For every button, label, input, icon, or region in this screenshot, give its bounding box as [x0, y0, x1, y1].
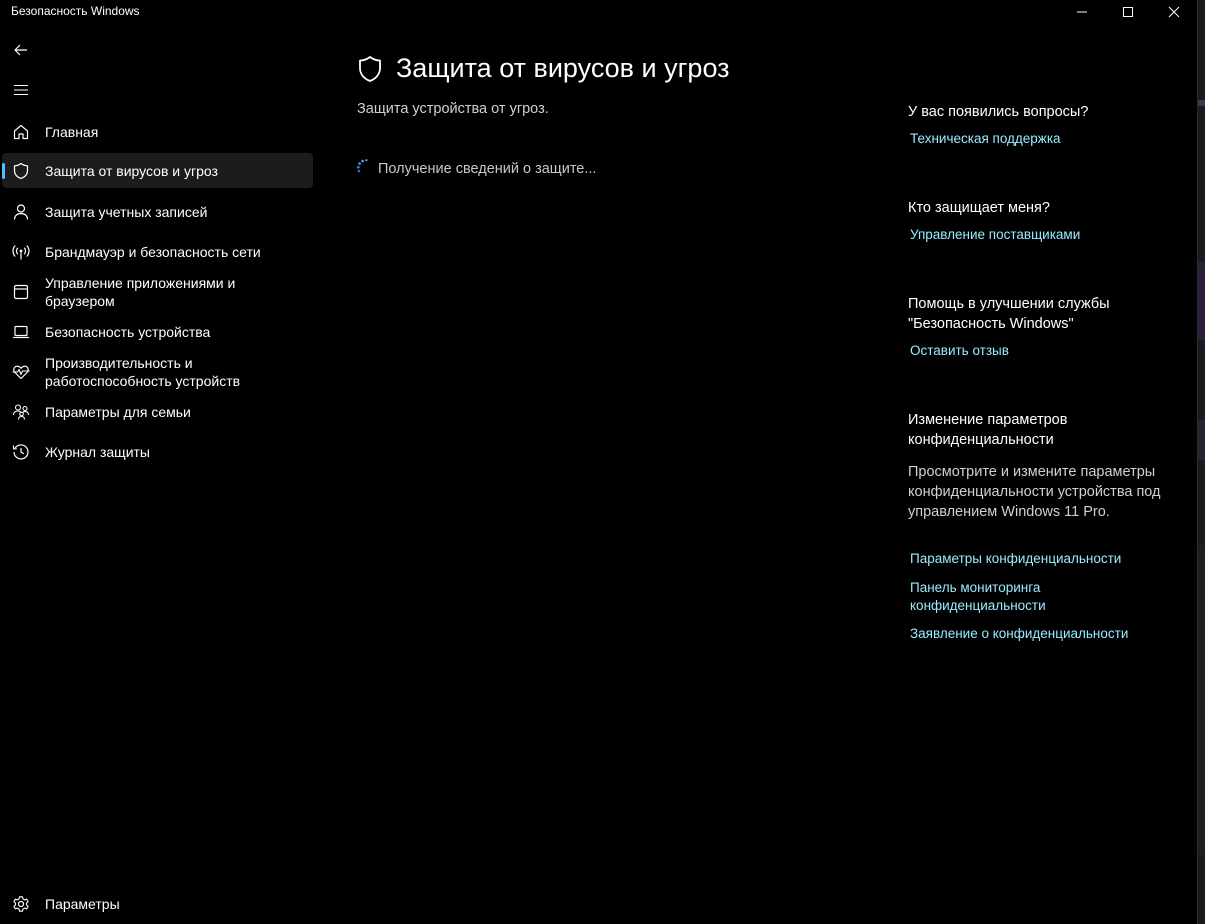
sidebar-item-label: Брандмауэр и безопасность сети — [45, 244, 261, 260]
close-button[interactable] — [1151, 0, 1197, 24]
history-icon — [12, 443, 30, 461]
sidebar-item-label: Производительность и работоспособность устройств — [45, 355, 241, 389]
app-window-icon — [12, 283, 30, 301]
sidebar-item-home[interactable] — [2, 114, 313, 150]
window-title: Безопасность Windows — [11, 4, 140, 18]
gear-icon — [12, 895, 30, 913]
sidebar-item-firewall[interactable] — [2, 234, 313, 270]
title-bar — [0, 0, 1197, 24]
sidebar-item-app-browser-control[interactable] — [2, 272, 313, 312]
sidebar-item-settings[interactable] — [2, 886, 313, 922]
manage-providers-link[interactable]: Управление поставщиками — [910, 227, 1081, 242]
hamburger-menu-icon — [13, 82, 29, 98]
heart-pulse-icon — [12, 363, 30, 381]
privacy-heading: Изменение параметров конфиденциальности — [908, 412, 1068, 448]
background-stripe — [1198, 545, 1205, 855]
minimize-icon — [1076, 6, 1088, 18]
back-arrow-icon — [13, 42, 29, 58]
sidebar-item-device-security[interactable] — [2, 314, 313, 350]
wireless-icon — [12, 243, 30, 261]
privacy-description: Просмотрите и измените параметры конфиденциальности устройства под управлением Windows 11 Pro. — [908, 464, 1161, 520]
sidebar-item-label: Журнал защиты — [45, 444, 150, 460]
minimize-button[interactable] — [1059, 0, 1105, 24]
give-feedback-link[interactable]: Оставить отзыв — [910, 343, 1009, 358]
menu-button[interactable] — [1, 72, 41, 108]
family-icon — [12, 403, 30, 421]
laptop-icon — [12, 323, 30, 341]
sidebar-item-device-performance[interactable] — [2, 352, 313, 392]
maximize-button[interactable] — [1105, 0, 1151, 24]
shield-icon — [12, 162, 30, 180]
background-window-edge — [1197, 0, 1205, 924]
privacy-dashboard-link[interactable]: Панель мониторинга конфиденциальности — [910, 580, 1046, 613]
improve-heading: Помощь в улучшении службы "Безопасность Windows" — [908, 296, 1110, 332]
tech-support-link[interactable]: Техническая поддержка — [910, 131, 1061, 146]
sidebar-item-label: Параметры — [45, 896, 120, 912]
sidebar-item-label: Управление приложениями и браузером — [45, 275, 236, 309]
sidebar-item-label: Главная — [45, 124, 99, 140]
close-icon — [1168, 6, 1180, 18]
background-stripe — [1198, 262, 1205, 340]
background-stripe — [1198, 100, 1205, 106]
sidebar-item-label: Безопасность устройства — [45, 324, 211, 340]
sidebar-item-account-protection[interactable] — [2, 194, 313, 230]
back-button[interactable] — [1, 32, 41, 68]
sidebar-item-label: Параметры для семьи — [45, 404, 191, 420]
who-protects-heading: Кто защищает меня? — [908, 200, 1050, 216]
sidebar-item-label: Защита от вирусов и угроз — [45, 163, 218, 179]
maximize-icon — [1122, 6, 1134, 18]
shield-icon — [357, 55, 383, 83]
loading-status-text: Получение сведений о защите... — [378, 161, 597, 177]
privacy-settings-link[interactable]: Параметры конфиденциальности — [910, 551, 1122, 566]
person-icon — [12, 203, 30, 221]
selection-indicator — [2, 163, 5, 179]
sidebar-item-family-options[interactable] — [2, 394, 313, 430]
background-stripe — [1198, 420, 1205, 460]
privacy-statement-link[interactable]: Заявление о конфиденциальности — [910, 626, 1129, 641]
loading-spinner-icon — [357, 159, 371, 173]
page-subtitle: Защита устройства от угроз. — [357, 101, 549, 117]
home-icon — [12, 123, 30, 141]
sidebar-item-virus-protection[interactable] — [2, 153, 313, 188]
page-title: Защита от вирусов и угроз — [396, 53, 730, 83]
sidebar-item-label: Защита учетных записей — [45, 204, 208, 220]
questions-heading: У вас появились вопросы? — [908, 104, 1089, 120]
sidebar-item-protection-history[interactable] — [2, 434, 313, 470]
